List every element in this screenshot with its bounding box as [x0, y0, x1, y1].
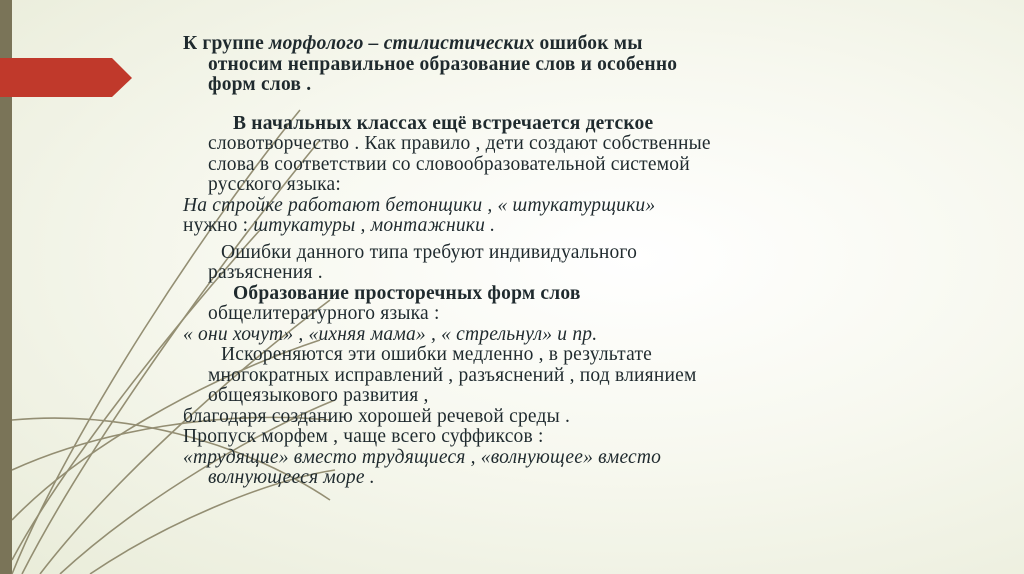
paragraph-2-line-2: словотворчество . Как правило , дети создают собственные: [208, 133, 711, 154]
paragraph-1-line-2: относим неправильное образование слов и особенно: [208, 53, 678, 75]
example-3-line-2: волнующееся море .: [208, 467, 375, 488]
paragraph-2-line-1: В начальных классах ещё встречается детское: [233, 112, 654, 134]
paragraph-2-line-3: слова в соответствии со словообразовательной системой: [208, 153, 690, 175]
example-3-line-1: «трудящие» вместо трудящиеся , «волнующее» вместо: [183, 446, 662, 468]
paragraph-3-line-2: разъяснения .: [208, 262, 323, 283]
paragraph-5-line-3: общеязыкового развития ,: [208, 385, 429, 406]
example-1-line-1: На стройке работают бетонщики , « штукатурщики»: [183, 194, 656, 216]
paragraph-4-line-1: Образование просторечных форм слов: [233, 282, 581, 304]
example-1-line-2: нужно : штукатуры , монтажники .: [183, 215, 496, 236]
paragraph-3-line-1: Ошибки данного типа требуют индивидуального: [221, 241, 638, 263]
paragraph-7: Пропуск морфем , чаще всего суффиксов :: [183, 426, 544, 447]
paragraph-1-line-3: форм слов .: [208, 74, 312, 95]
paragraph-6: благодаря созданию хорошей речевой среды .: [183, 405, 571, 427]
paragraph-2-line-4: русского языка:: [208, 174, 341, 195]
red-arrow-banner: [0, 58, 132, 97]
slide-text: [183, 34, 983, 489]
paragraph-5-line-1: Искореняются эти ошибки медленно , в результате: [221, 344, 653, 365]
paragraph-4-line-2: общелитературного языка :: [208, 303, 440, 324]
paragraph-5-line-2: многократных исправлений , разъяснений , под влиянием: [208, 364, 697, 386]
example-2: « они хочут» , «ихняя мама» , « стрельнул» и пр.: [183, 323, 598, 345]
paragraph-1-line-1: К группе морфолого – стилистических ошибок мы: [183, 33, 643, 54]
